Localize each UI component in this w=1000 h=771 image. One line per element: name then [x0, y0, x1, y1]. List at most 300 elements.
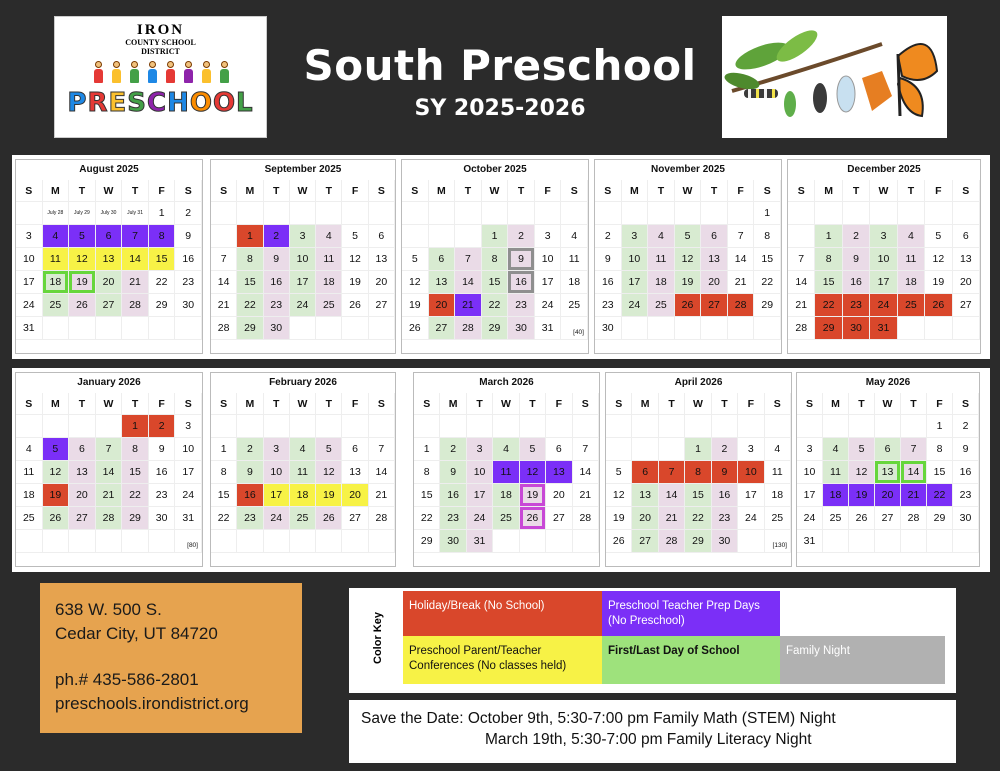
calendar-day: 7	[788, 248, 815, 271]
butterfly-lifecycle-illustration	[722, 16, 947, 138]
calendar-day: 22	[685, 507, 711, 530]
calendar-day: 29	[414, 530, 440, 553]
calendar-grid	[595, 180, 781, 340]
calendar-day: 3	[175, 415, 202, 438]
calendar-empty-cell	[493, 530, 519, 553]
calendar-day: 15	[815, 271, 842, 294]
weekday-header: S	[16, 180, 43, 202]
calendar-day: 12	[606, 484, 632, 507]
calendar-empty-cell	[606, 415, 632, 438]
calendar-day: 25	[898, 294, 925, 317]
calendar-day: 30	[712, 530, 738, 553]
calendar-day: 15	[237, 271, 263, 294]
logo-letter: C	[146, 88, 168, 118]
calendar-day: 22	[149, 271, 176, 294]
calendar-empty-cell	[659, 415, 685, 438]
calendar-day: 27	[875, 507, 901, 530]
calendar-empty-cell	[535, 202, 562, 225]
calendar-day: 19	[675, 271, 702, 294]
calendar-empty-cell	[211, 225, 237, 248]
key-holiday: Holiday/Break (No School)	[403, 591, 602, 636]
calendar-day: 8	[149, 225, 176, 248]
calendar-day: 17	[738, 484, 764, 507]
weekday-header: W	[493, 393, 519, 415]
calendar-month-title: October 2025	[463, 164, 527, 175]
calendar-day: 29	[815, 317, 842, 340]
calendar-day: 26	[342, 294, 368, 317]
calendar-day: 13	[369, 248, 395, 271]
calendar-month-title: April 2026	[674, 377, 723, 388]
weekday-header: S	[211, 180, 237, 202]
calendar-day: 2	[237, 438, 263, 461]
calendar-empty-cell	[264, 415, 290, 438]
calendar-day: 25	[493, 507, 519, 530]
weekday-header: F	[535, 180, 562, 202]
calendar-empty-cell	[788, 225, 815, 248]
weekday-header: T	[467, 393, 493, 415]
calendar-day: 5	[342, 225, 368, 248]
calendar-day: 22	[482, 294, 509, 317]
calendar-empty-cell	[843, 202, 870, 225]
calendar-day: 11	[290, 461, 316, 484]
calendar-month	[796, 372, 980, 567]
weekday-header: T	[264, 180, 290, 202]
weekday-header: F	[728, 180, 755, 202]
calendar-day: 10	[175, 438, 202, 461]
calendar-day: 3	[264, 438, 290, 461]
calendar-empty-cell	[16, 530, 43, 553]
calendar-day: 16	[175, 248, 202, 271]
calendar-empty-cell	[953, 530, 979, 553]
calendar-day: 28	[211, 317, 237, 340]
calendar-day: 26	[849, 507, 875, 530]
calendar-day: 22	[815, 294, 842, 317]
calendar-day: 24	[797, 507, 823, 530]
calendar-day: 8	[211, 461, 237, 484]
weekday-header: T	[122, 180, 149, 202]
calendar-empty-cell	[875, 530, 901, 553]
weekday-header: S	[175, 180, 202, 202]
weekday-header: T	[69, 393, 96, 415]
calendar-day: 9	[440, 461, 466, 484]
logo-iron-text: IRON	[136, 22, 185, 38]
calendar-day: 16	[237, 484, 263, 507]
calendar-day: 1	[122, 415, 149, 438]
calendar-day: 18	[765, 484, 791, 507]
weekday-header: T	[316, 393, 342, 415]
calendar-day: 9	[237, 461, 263, 484]
key-family-night: Family Night	[780, 636, 945, 684]
calendar-day: 25	[16, 507, 43, 530]
calendar-day: 28	[728, 294, 755, 317]
calendar-empty-cell	[875, 415, 901, 438]
calendar-day: 19	[316, 484, 342, 507]
calendar-day: 27	[69, 507, 96, 530]
calendar-day: 14	[573, 461, 599, 484]
header-title-block	[270, 40, 730, 121]
calendar-day: 20	[953, 271, 980, 294]
calendar-empty-cell	[69, 530, 96, 553]
calendar-empty-cell	[738, 415, 764, 438]
calendar-day: 16	[440, 484, 466, 507]
calendar-day: 22	[754, 271, 781, 294]
calendar-day: 23	[237, 507, 263, 530]
weekday-header: W	[290, 393, 316, 415]
calendar-empty-cell	[953, 317, 980, 340]
weekday-header: T	[508, 180, 535, 202]
key-first-last-day: First/Last Day of School	[602, 636, 780, 684]
calendar-day: 15	[685, 484, 711, 507]
weekday-header: T	[659, 393, 685, 415]
calendar-day: [130]	[765, 530, 791, 553]
weekday-header: T	[264, 393, 290, 415]
calendar-day: 31	[870, 317, 897, 340]
calendar-day: 29	[927, 507, 953, 530]
weekday-header: S	[797, 393, 823, 415]
calendar-day: 4	[898, 225, 925, 248]
calendar-empty-cell	[901, 415, 927, 438]
color-key-label: Color Key	[371, 611, 384, 664]
calendar-day: 1	[237, 225, 263, 248]
calendar-day: 10	[467, 461, 493, 484]
calendar-day: 29	[149, 294, 176, 317]
weekday-header: F	[738, 393, 764, 415]
weekday-header: F	[342, 180, 368, 202]
calendar-empty-cell	[595, 202, 622, 225]
calendar-day: 16	[843, 271, 870, 294]
calendar-day: 17	[535, 271, 562, 294]
calendar-day: 19	[69, 271, 96, 294]
calendar-empty-cell	[573, 530, 599, 553]
weekday-header: M	[622, 180, 649, 202]
calendar-day: 20	[342, 484, 368, 507]
calendar-empty-cell	[815, 202, 842, 225]
calendar-day: 15	[482, 271, 509, 294]
calendar-day: 26	[675, 294, 702, 317]
weekday-header: T	[122, 393, 149, 415]
calendar-empty-cell	[675, 317, 702, 340]
calendar-month	[594, 159, 782, 354]
calendar-day: 13	[701, 248, 728, 271]
calendar-day: 12	[43, 461, 70, 484]
calendar-empty-cell	[264, 202, 290, 225]
calendar-day: 29	[685, 530, 711, 553]
calendar-empty-cell	[414, 415, 440, 438]
calendar-month-title: November 2025	[651, 164, 725, 175]
calendar-day: 19	[606, 507, 632, 530]
calendar-day: 5	[520, 438, 546, 461]
calendar-day: 22	[237, 294, 263, 317]
calendar-day: 4	[493, 438, 519, 461]
calendar-day: 19	[925, 271, 952, 294]
calendar-day: July 29	[69, 202, 96, 225]
calendar-day: 23	[175, 271, 202, 294]
calendar-day: 23	[264, 294, 290, 317]
calendar-day: 28	[901, 507, 927, 530]
calendar-month-title: January 2026	[77, 377, 141, 388]
calendar-empty-cell	[342, 317, 368, 340]
calendar-day: 2	[175, 202, 202, 225]
calendar-day: 18	[316, 271, 342, 294]
calendar-day: July 31	[122, 202, 149, 225]
calendar-day: 1	[211, 438, 237, 461]
logo-letter: O	[189, 88, 213, 118]
calendar-empty-cell	[701, 202, 728, 225]
calendar-day: 14	[369, 461, 395, 484]
key-conferences: Preschool Parent/Teacher Conferences (No classes held)	[403, 636, 602, 684]
calendar-day: 3	[622, 225, 649, 248]
calendar-empty-cell	[675, 202, 702, 225]
save-date-line-1: Save the Date: October 9th, 5:30-7:00 pm Family Math (STEM) Night	[361, 710, 836, 727]
weekday-header: S	[414, 393, 440, 415]
calendar-day: 13	[96, 248, 123, 271]
calendar-row-fall	[12, 155, 990, 359]
calendar-day: 15	[927, 461, 953, 484]
calendar-day: 14	[659, 484, 685, 507]
calendar-day: 8	[482, 248, 509, 271]
calendar-day: 20	[429, 294, 456, 317]
calendar-empty-cell	[648, 202, 675, 225]
weekday-header: T	[316, 180, 342, 202]
weekday-header: S	[211, 393, 237, 415]
weekday-header: T	[849, 393, 875, 415]
calendar-day: 2	[508, 225, 535, 248]
calendar-empty-cell	[632, 415, 658, 438]
calendar-grid	[414, 393, 599, 553]
calendar-empty-cell	[69, 317, 96, 340]
calendar-day: 17	[797, 484, 823, 507]
calendar-day: 6	[632, 461, 658, 484]
calendar-day: 2	[264, 225, 290, 248]
calendar-empty-cell	[632, 438, 658, 461]
calendar-day: 9	[508, 248, 535, 271]
calendar-day: 22	[414, 507, 440, 530]
calendar-day: 24	[264, 507, 290, 530]
calendar-day: 26	[316, 507, 342, 530]
calendar-month-title: March 2026	[479, 377, 534, 388]
calendar-day: 1	[815, 225, 842, 248]
calendar-day: 24	[622, 294, 649, 317]
calendar-day: 31	[467, 530, 493, 553]
calendar-grid	[211, 393, 395, 553]
weekday-header: S	[953, 393, 979, 415]
calendar-month	[413, 372, 600, 567]
calendar-day: 25	[43, 294, 70, 317]
calendar-day: 15	[149, 248, 176, 271]
calendar-day: 4	[290, 438, 316, 461]
calendar-day: 30	[149, 507, 176, 530]
calendar-day: 23	[149, 484, 176, 507]
calendar-empty-cell	[96, 530, 123, 553]
calendar-day: 19	[342, 271, 368, 294]
logo-county-text: COUNTY SCHOOL	[125, 38, 196, 47]
calendar-day: 6	[546, 438, 572, 461]
calendar-day: 7	[901, 438, 927, 461]
calendar-empty-cell	[606, 438, 632, 461]
calendar-empty-cell	[43, 317, 70, 340]
calendar-day: 9	[149, 438, 176, 461]
calendar-day: 5	[849, 438, 875, 461]
address-city: Cedar City, UT 84720	[55, 624, 218, 643]
calendar-day: 14	[211, 271, 237, 294]
calendar-day: 27	[701, 294, 728, 317]
calendar-empty-cell	[849, 530, 875, 553]
calendar-day: 5	[402, 248, 429, 271]
calendar-month	[605, 372, 792, 567]
calendar-day: 8	[754, 225, 781, 248]
calendar-day: 28	[573, 507, 599, 530]
calendar-day: 3	[290, 225, 316, 248]
calendar-day: 2	[712, 438, 738, 461]
calendar-day: 5	[316, 438, 342, 461]
calendar-day: 16	[149, 461, 176, 484]
calendar-empty-cell	[96, 415, 123, 438]
calendar-grid	[16, 180, 202, 340]
calendar-empty-cell	[754, 317, 781, 340]
calendar-day: 10	[264, 461, 290, 484]
calendar-day: 27	[546, 507, 572, 530]
weekday-header: W	[96, 393, 123, 415]
calendar-day: 13	[546, 461, 572, 484]
calendar-day: 30	[595, 317, 622, 340]
calendar-day: 14	[455, 271, 482, 294]
calendar-day: 26	[520, 507, 546, 530]
calendar-day: 18	[823, 484, 849, 507]
calendar-empty-cell	[211, 415, 237, 438]
calendar-day: 13	[69, 461, 96, 484]
calendar-month	[787, 159, 981, 354]
calendar-day: 17	[467, 484, 493, 507]
weekday-header: S	[788, 180, 815, 202]
calendar-empty-cell	[342, 530, 368, 553]
calendar-day: 8	[237, 248, 263, 271]
calendar-day: 12	[849, 461, 875, 484]
calendar-empty-cell	[622, 317, 649, 340]
calendar-empty-cell	[369, 530, 395, 553]
calendar-grid	[211, 180, 395, 340]
calendar-day: 29	[754, 294, 781, 317]
calendar-day: 20	[701, 271, 728, 294]
calendar-day: 23	[843, 294, 870, 317]
calendar-day: 7	[369, 438, 395, 461]
calendar-day: 21	[211, 294, 237, 317]
calendar-day: 6	[369, 225, 395, 248]
weekday-header: W	[870, 180, 897, 202]
iron-county-preschool-logo	[54, 16, 267, 138]
calendar-day: 3	[738, 438, 764, 461]
page-title: South Preschool	[303, 41, 697, 90]
calendar-day: 4	[823, 438, 849, 461]
calendar-empty-cell	[290, 415, 316, 438]
calendar-day: 13	[953, 248, 980, 271]
calendar-day: 20	[369, 271, 395, 294]
calendar-day: 14	[901, 461, 927, 484]
calendar-day: 2	[595, 225, 622, 248]
calendar-day: 16	[953, 461, 979, 484]
calendar-empty-cell	[211, 530, 237, 553]
calendar-day: 9	[843, 248, 870, 271]
calendar-day: 3	[870, 225, 897, 248]
calendar-day: 24	[738, 507, 764, 530]
calendar-day: 25	[290, 507, 316, 530]
weekday-header: S	[765, 393, 791, 415]
logo-letter: E	[108, 88, 128, 118]
butterfly-lifecycle-image	[722, 16, 947, 138]
calendar-day: 14	[788, 271, 815, 294]
calendar-day: 12	[520, 461, 546, 484]
calendar-day: 12	[316, 461, 342, 484]
calendar-day: 5	[925, 225, 952, 248]
calendar-day: 30	[508, 317, 535, 340]
calendar-empty-cell	[520, 530, 546, 553]
calendar-day: 21	[369, 484, 395, 507]
calendar-grid	[788, 180, 980, 340]
calendar-empty-cell	[728, 317, 755, 340]
calendar-day: 9	[175, 225, 202, 248]
calendar-empty-cell	[701, 317, 728, 340]
weekday-header: M	[815, 180, 842, 202]
calendar-empty-cell	[16, 202, 43, 225]
calendar-day: 20	[546, 484, 572, 507]
calendar-empty-cell	[925, 202, 952, 225]
calendar-day: 3	[16, 225, 43, 248]
calendar-empty-cell	[482, 202, 509, 225]
weekday-header: S	[561, 180, 588, 202]
calendar-empty-cell	[659, 438, 685, 461]
calendar-empty-cell	[316, 530, 342, 553]
calendar-day: July 28	[43, 202, 70, 225]
logo-district-text: DISTRICT	[141, 47, 180, 56]
save-the-date	[349, 700, 956, 763]
calendar-day: 22	[927, 484, 953, 507]
weekday-header: T	[520, 393, 546, 415]
calendar-day: [80]	[175, 530, 202, 553]
calendar-empty-cell	[622, 202, 649, 225]
calendar-empty-cell	[69, 415, 96, 438]
calendar-day: 20	[69, 484, 96, 507]
calendar-day: 20	[96, 271, 123, 294]
calendar-grid	[797, 393, 979, 553]
calendar-day: 22	[211, 507, 237, 530]
calendar-day: 28	[369, 507, 395, 530]
calendar-day: 4	[43, 225, 70, 248]
calendar-day: 30	[440, 530, 466, 553]
calendar-day: 8	[414, 461, 440, 484]
logo-letter: L	[236, 88, 254, 118]
calendar-empty-cell	[264, 530, 290, 553]
logo-letter: R	[87, 88, 109, 118]
calendar-day: 9	[264, 248, 290, 271]
logo-letter: H	[167, 88, 190, 118]
calendar-empty-cell	[797, 415, 823, 438]
calendar-day: 12	[675, 248, 702, 271]
calendar-empty-cell	[728, 202, 755, 225]
calendar-day: 2	[149, 415, 176, 438]
calendar-day: 10	[870, 248, 897, 271]
weekday-header: M	[440, 393, 466, 415]
calendar-day: 17	[16, 271, 43, 294]
calendar-day: 31	[797, 530, 823, 553]
calendar-empty-cell	[316, 317, 342, 340]
weekday-header: F	[546, 393, 572, 415]
calendar-empty-cell	[429, 202, 456, 225]
weekday-header: S	[369, 393, 395, 415]
calendar-day: 20	[875, 484, 901, 507]
calendar-day: 7	[96, 438, 123, 461]
calendar-day: 11	[493, 461, 519, 484]
calendar-empty-cell	[43, 530, 70, 553]
calendar-day: 14	[728, 248, 755, 271]
